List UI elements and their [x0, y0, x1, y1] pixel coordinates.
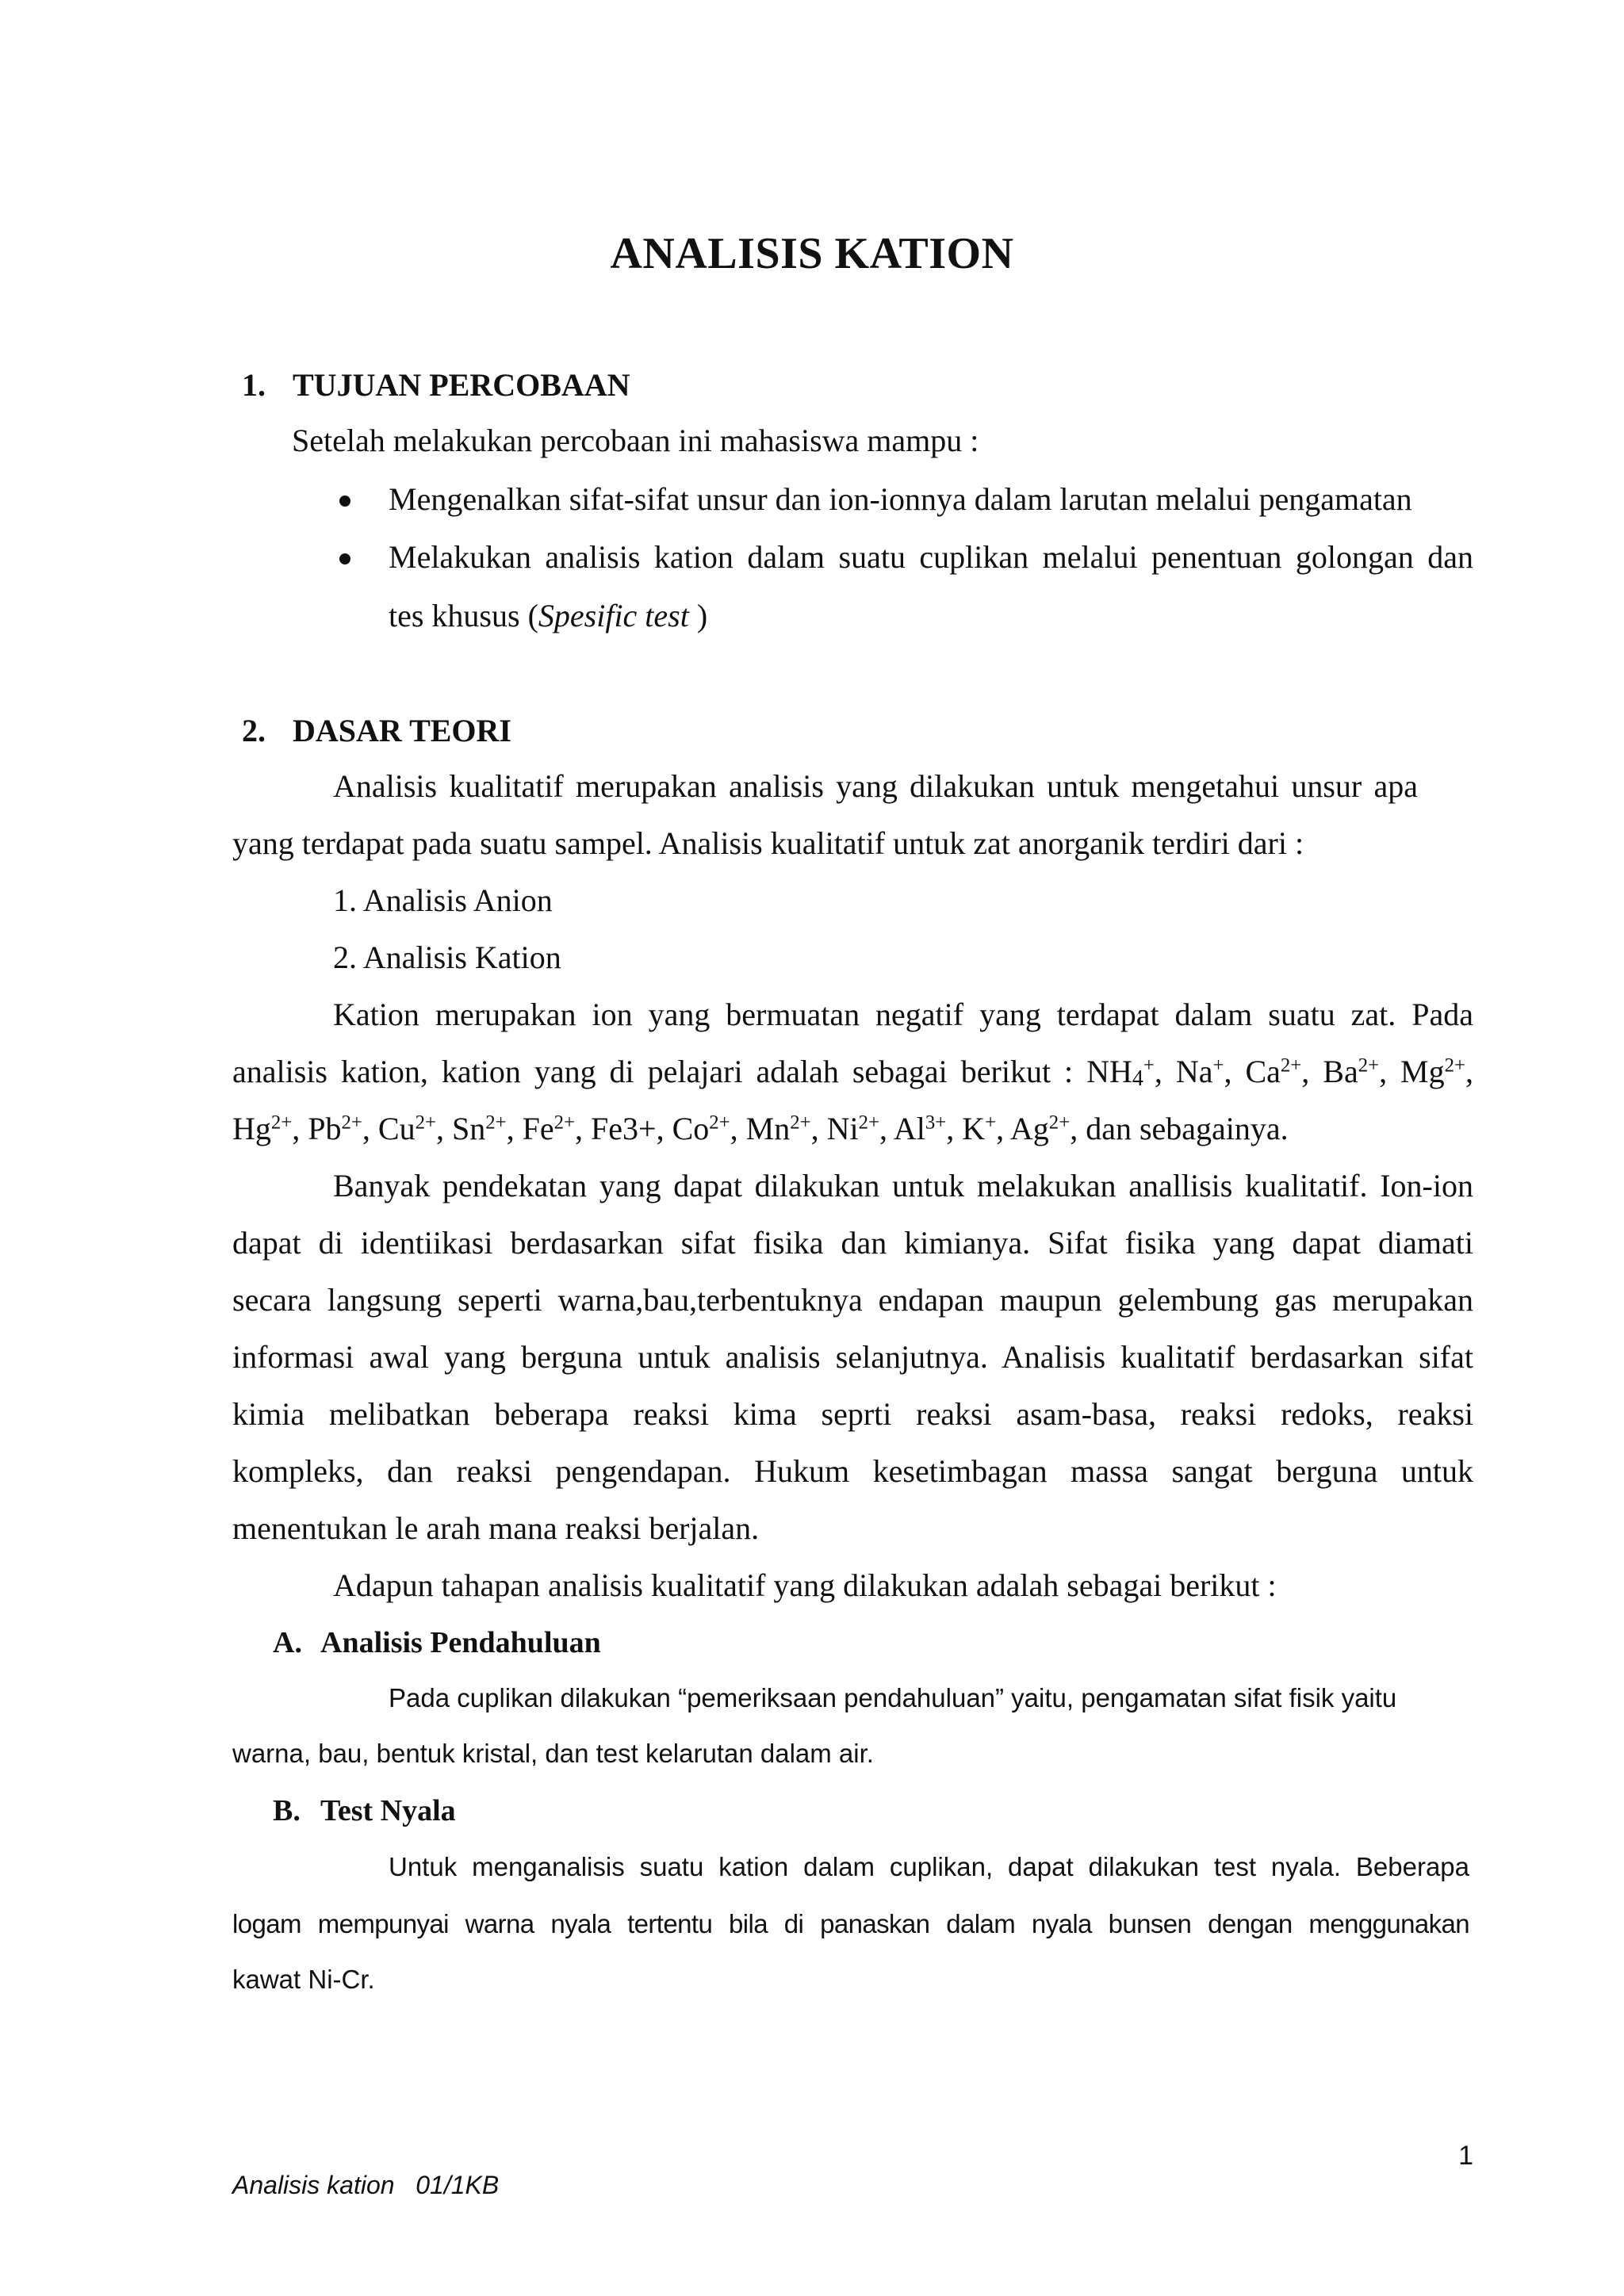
subsection-b-line-3: kawat Ni-Cr. — [232, 1965, 375, 1994]
bullet-icon — [339, 553, 350, 564]
paragraph-3-line-5: kimia melibatkan beberapa reaksi kima seprti reaksi asam-basa, reaksi redoks, reaksi — [232, 1399, 1473, 1432]
bullet-item-2-line1: Melakukan analisis kation dalam suatu cuplikan melalui penentuan golongan dan — [389, 541, 1473, 575]
section-heading-dasar-teori — [242, 712, 511, 749]
list-item-kation: 2. Analisis Kation — [333, 939, 561, 975]
paragraph-2-line-2: analisis kation, kation yang di pelajari adalah sebagai berikut : $NH_4^+$, Na+, $Ca^{2+}$, $Ba^{2+}$, $Mg^{2+}$, — [232, 1056, 1473, 1092]
page-footer: Analisis kation 01/1KB — [232, 2171, 500, 2199]
bullet-item-2-line2: tes khusus (Spesific test ) — [389, 598, 708, 633]
paragraph-1-line-2: yang terdapat pada suatu sampel. Analisis kualitatif untuk zat anorganik terdiri dari : — [232, 825, 1304, 861]
paragraph-3-line-2: dapat di identiikasi berdasarkan sifat fisika dan kimianya. Sifat fisika yang dapat diamati — [232, 1227, 1473, 1261]
section1-intro: Setelah melakukan percobaan ini mahasiswa mampu : — [292, 423, 979, 458]
italic-term: Spesific test — [538, 598, 689, 633]
document-title: ANALISIS KATION — [610, 229, 1014, 278]
paragraph-2-line-1: Kation merupakan ion yang bermuatan negatif yang terdapat dalam suatu zat. Pada — [333, 999, 1473, 1032]
paragraph-3-line-3: secara langsung seperti warna,bau,terbentuknya endapan maupun gelembung gas merupakan — [232, 1284, 1473, 1318]
section-heading-tujuan — [242, 366, 630, 404]
paragraph-4: Adapun tahapan analisis kualitatif yang dilakukan adalah sebagai berikut : — [333, 1567, 1277, 1603]
bullet-icon — [339, 496, 350, 507]
paragraph-3-line-4: informasi awal yang berguna untuk analisis selanjutnya. Analisis kualitatif berdasarkan sifat — [232, 1341, 1473, 1375]
subsection-b-line-2: logam mempunyai warna nyala tertentu bila di panaskan dalam nyala bunsen dengan menggunakan — [232, 1911, 1469, 1938]
subsection-heading-b: B. Test Nyala — [273, 1794, 456, 1827]
paragraph-3-line-7: menentukan le arah mana reaksi berjalan. — [232, 1510, 760, 1546]
section-title: TUJUAN PERCOBAAN — [293, 367, 630, 403]
page-number: 1 — [1458, 2141, 1473, 2171]
subsection-a-line-1: Pada cuplikan dilakukan “pemeriksaan pendahuluan” yaitu, pengamatan sifat fisik yaitu — [389, 1683, 1397, 1712]
paragraph-2-line-3: $Hg^{2+}$, $Pb^{2+}$, $Cu^{2+}$, $Sn^{2+}$, $Fe^{2+}$, Fe3+, $Co^{2+}$, $Mn^{2+}$, $Ni^{2+}$, $Al^{3+}$, K+, $Ag^{2+}$, dan sebagainya. — [232, 1111, 1289, 1146]
section-number: 1. — [242, 367, 266, 403]
list-item-anion: 1. Analisis Anion — [333, 882, 553, 918]
paragraph-3-line-1: Banyak pendekatan yang dapat dilakukan untuk melakukan anallisis kualitatif. Ion-ion — [333, 1170, 1473, 1203]
bullet-item-1: Mengenalkan sifat-sifat unsur dan ion-ionnya dalam larutan melalui pengamatan — [389, 481, 1412, 517]
paragraph-3-line-6: kompleks, dan reaksi pengendapan. Hukum kesetimbagan massa sangat berguna untuk — [232, 1456, 1473, 1489]
paragraph-1-line-1: Analisis kualitatif merupakan analisis yang dilakukan untuk mengetahui unsur apa — [333, 771, 1418, 804]
section-title: DASAR TEORI — [293, 713, 511, 748]
subsection-b-line-1: Untuk menganalisis suatu kation dalam cuplikan, dapat dilakukan test nyala. Beberapa — [389, 1854, 1469, 1881]
subsection-heading-a: A. Analisis Pendahuluan — [273, 1626, 601, 1659]
section-number: 2. — [242, 713, 266, 748]
subsection-a-line-2: warna, bau, bentuk kristal, dan test kelarutan dalam air. — [232, 1739, 874, 1768]
